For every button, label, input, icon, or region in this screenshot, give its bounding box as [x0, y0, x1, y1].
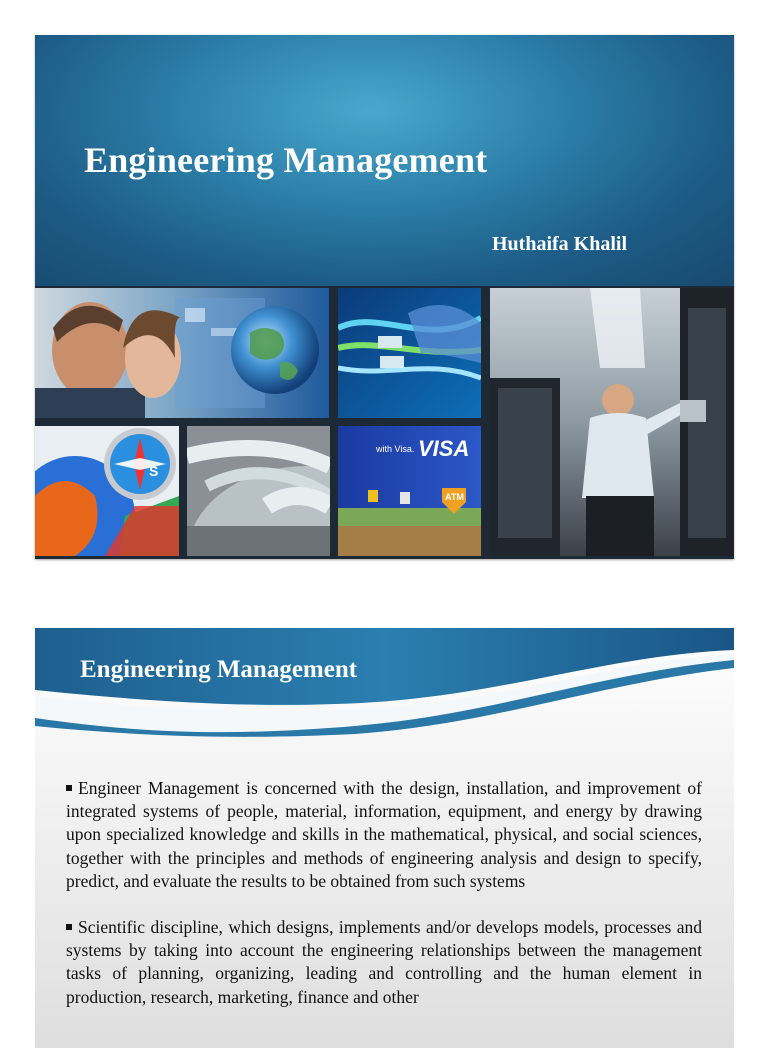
- compass-letter: S: [149, 463, 159, 479]
- server-room-photo: [490, 288, 734, 556]
- paragraph-text: Scientific discipline, which designs, implements and/or develops models, processes and systems by taking into account the engineering relationships between the management tasks of planning, organizing, leading and controlling and the human element in production, research, marketing, finance and other: [66, 917, 702, 1007]
- title-slide: [35, 35, 734, 559]
- photo-collage: [35, 286, 734, 559]
- browser-logos-photo: [35, 426, 179, 556]
- title-slide-header: [35, 35, 734, 286]
- author-name: Huthaifa Khalil: [492, 233, 628, 255]
- title-banner: [35, 628, 734, 748]
- visa-sign: VISA: [418, 436, 470, 461]
- bullet-icon: [66, 924, 72, 930]
- people-globe-photo: [35, 288, 329, 418]
- bullet-paragraph: [66, 777, 702, 893]
- network-cables-photo: [338, 288, 481, 418]
- content-slide: [35, 628, 734, 1048]
- visa-atm-photo: [338, 426, 481, 556]
- bullet-icon: [66, 785, 72, 791]
- water-treatment-photo: [187, 426, 330, 556]
- slide-body: [66, 777, 702, 1032]
- visa-tagline: with Visa.: [376, 444, 415, 454]
- slide-heading: Engineering Management: [80, 656, 358, 683]
- slide-title: Engineering Management: [84, 140, 488, 180]
- bullet-paragraph: [66, 916, 702, 1009]
- atm-sign: ATM: [445, 492, 464, 502]
- paragraph-text: Engineer Management is concerned with the design, installation, and improvement of integrated systems of people, material, information, equipment, and energy by drawing upon specialized knowledge and skills in the mathematical, physical, and social sciences, together with the principles and methods of engineering analysis and design to specify, predict, and evaluate the results to be obtained from such systems: [66, 778, 702, 891]
